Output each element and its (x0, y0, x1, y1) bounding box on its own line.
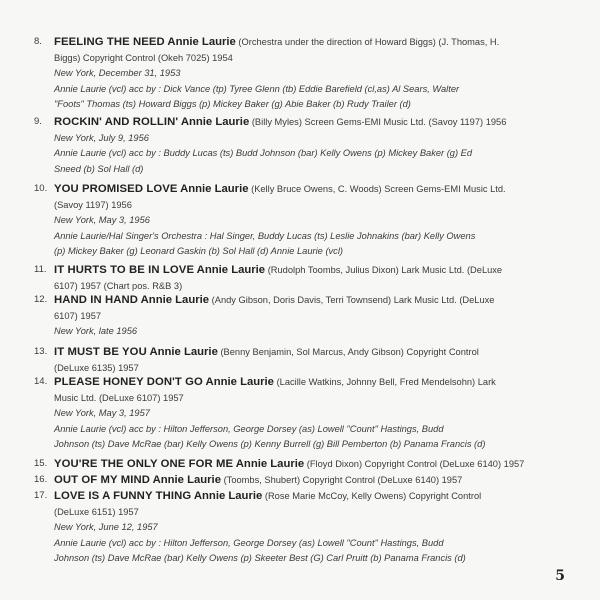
personnel-line: Johnson (ts) Dave McRae (bar) Kelly Owens (p) Kenny Burrell (g) Bill Pemberton (b) Panama Francis (d) (54, 439, 486, 449)
track-entry (0, 182, 600, 260)
track-details: (Toombs, Shubert) Copyright Control (DeLuxe 6140) 1957 (223, 475, 463, 485)
personnel-line: Annie Laurie/Hal Singer's Orchestra : Hal Singer, Buddy Lucas (ts) Leslie Johnakins (bar) Kelly Owens (54, 230, 476, 241)
personnel-line: "Foots" Thomas (ts) Howard Biggs (p) Mickey Baker (g) Abie Baker (b) Rudy Trailer (d) (54, 99, 411, 109)
track-number: 16. (34, 474, 48, 485)
recording-date: New York, June 12, 1957 (54, 522, 158, 532)
track-entry (0, 375, 600, 453)
track-details-cont: 6107) 1957 (54, 310, 102, 321)
track-number: 12. (34, 294, 48, 305)
recording-date: New York, late 1956 (54, 326, 138, 336)
recording-date: New York, May 3, 1957 (54, 408, 150, 418)
recording-date: New York, July 9, 1956 (54, 132, 149, 143)
track-entry (0, 473, 600, 489)
track-title: FEELING THE NEED (54, 36, 165, 48)
track-details: (Rudolph Toombs, Julius Dixon) Lark Music Ltd. (DeLuxe (267, 265, 503, 275)
track-number: 14. (34, 376, 48, 387)
track-entry (0, 293, 600, 340)
track-artist: Annie Laurie (180, 116, 250, 128)
track-details-cont: Music Ltd. (DeLuxe 6107) 1957 (54, 392, 184, 403)
track-number: 17. (34, 490, 48, 501)
personnel-line: Annie Laurie (vcl) acc by : Hilton Jefferson, George Dorsey (as) Lowell "Count" Hastings, Budd (54, 537, 444, 548)
track-details: (Orchestra under the direction of Howard Biggs) (J. Thomas, H. (238, 37, 500, 47)
track-entry (0, 489, 600, 567)
track-artist: Annie Laurie (235, 458, 305, 470)
track-title: IT HURTS TO BE IN LOVE (54, 264, 195, 276)
track-title: PLEASE HONEY DON'T GO (54, 376, 203, 388)
track-details: (Floyd Dixon) Copyright Control (DeLuxe 6140) 1957 (306, 459, 525, 469)
track-title: IT MUST BE YOU (54, 346, 147, 358)
track-number: 9. (34, 116, 42, 127)
track-details: (Kelly Bruce Owens, C. Woods) Screen Gems-EMI Music Ltd. (251, 184, 506, 194)
track-details: (Benny Benjamin, Sol Marcus, Andy Gibson) Copyright Control (220, 347, 479, 357)
track-number: 8. (34, 36, 42, 47)
track-artist: Annie Laurie (140, 294, 210, 306)
personnel-line: Johnson (ts) Dave McRae (bar) Kelly Owens (p) Skeeter Best (G) Carl Pruitt (b) Panama Francis (d) (54, 553, 466, 563)
track-details-cont: 6107) 1957 (Chart pos. R&B 3) (54, 280, 183, 291)
track-title: YOU PROMISED LOVE (54, 183, 178, 195)
recording-date: New York, May 3, 1956 (54, 215, 150, 225)
personnel-line: Annie Laurie (vcl) acc by : Buddy Lucas (ts) Budd Johnson (bar) Kelly Owens (p) Mickey Baker (g) Ed (54, 148, 473, 158)
track-details: (Andy Gibson, Doris Davis, Terri Townsend) Lark Music Ltd. (DeLuxe (211, 295, 495, 305)
track-details: (Rose Marie McCoy, Kelly Owens) Copyright Control (264, 491, 482, 501)
recording-date: New York, December 31, 1953 (54, 68, 181, 78)
track-number: 13. (34, 346, 48, 357)
track-title: YOU'RE THE ONLY ONE FOR ME (54, 458, 234, 470)
track-entry (0, 115, 600, 177)
track-artist: Annie Laurie (167, 36, 236, 48)
track-details-cont: (Savoy 1197) 1956 (54, 199, 132, 210)
track-number: 10. (34, 183, 48, 194)
track-number: 11. (34, 264, 47, 275)
track-entry (0, 457, 600, 473)
track-details-cont: (DeLuxe 6151) 1957 (54, 506, 139, 517)
personnel-line: (p) Mickey Baker (g) Leonard Gaskin (b) Sol Hall (d) Annie Laurie (vcl) (54, 246, 343, 256)
track-artist: Annie Laurie (152, 474, 221, 486)
track-entry (0, 263, 600, 294)
track-title: ROCKIN' AND ROLLIN' (54, 116, 179, 128)
track-details-cont: (DeLuxe 6135) 1957 (54, 362, 139, 373)
track-artist: Annie Laurie (149, 346, 218, 358)
track-details: (Billy Myles) Screen Gems-EMI Music Ltd. (Savoy 1197) 1956 (251, 117, 507, 127)
track-title: OUT OF MY MIND (54, 474, 150, 486)
track-artist: Annie Laurie (205, 376, 274, 388)
personnel-line: Annie Laurie (vcl) acc by : Dick Vance (tp) Tyree Glenn (tb) Eddie Barefield (cl,as) Al Sears, Walter (54, 83, 460, 94)
track-details-cont: Biggs) Copyright Control (Okeh 7025) 1954 (54, 52, 233, 63)
track-entry (0, 35, 600, 113)
personnel-line: Annie Laurie (vcl) acc by : Hilton Jefferson, George Dorsey (as) Lowell "Count" Hastings, Budd (54, 423, 444, 434)
track-artist: Annie Laurie (180, 183, 249, 195)
track-title: HAND IN HAND (54, 294, 139, 306)
track-artist: Annie Laurie (193, 490, 263, 502)
track-title: LOVE IS A FUNNY THING (54, 490, 192, 502)
track-details: (Lacille Watkins, Johnny Bell, Fred Mendelsohn) Lark (276, 377, 496, 387)
track-artist: Annie Laurie (196, 264, 266, 276)
personnel-line: Sneed (b) Sol Hall (d) (54, 163, 144, 174)
page-number: 5 (555, 568, 565, 584)
track-entry (0, 345, 600, 376)
track-number: 15. (34, 458, 48, 469)
